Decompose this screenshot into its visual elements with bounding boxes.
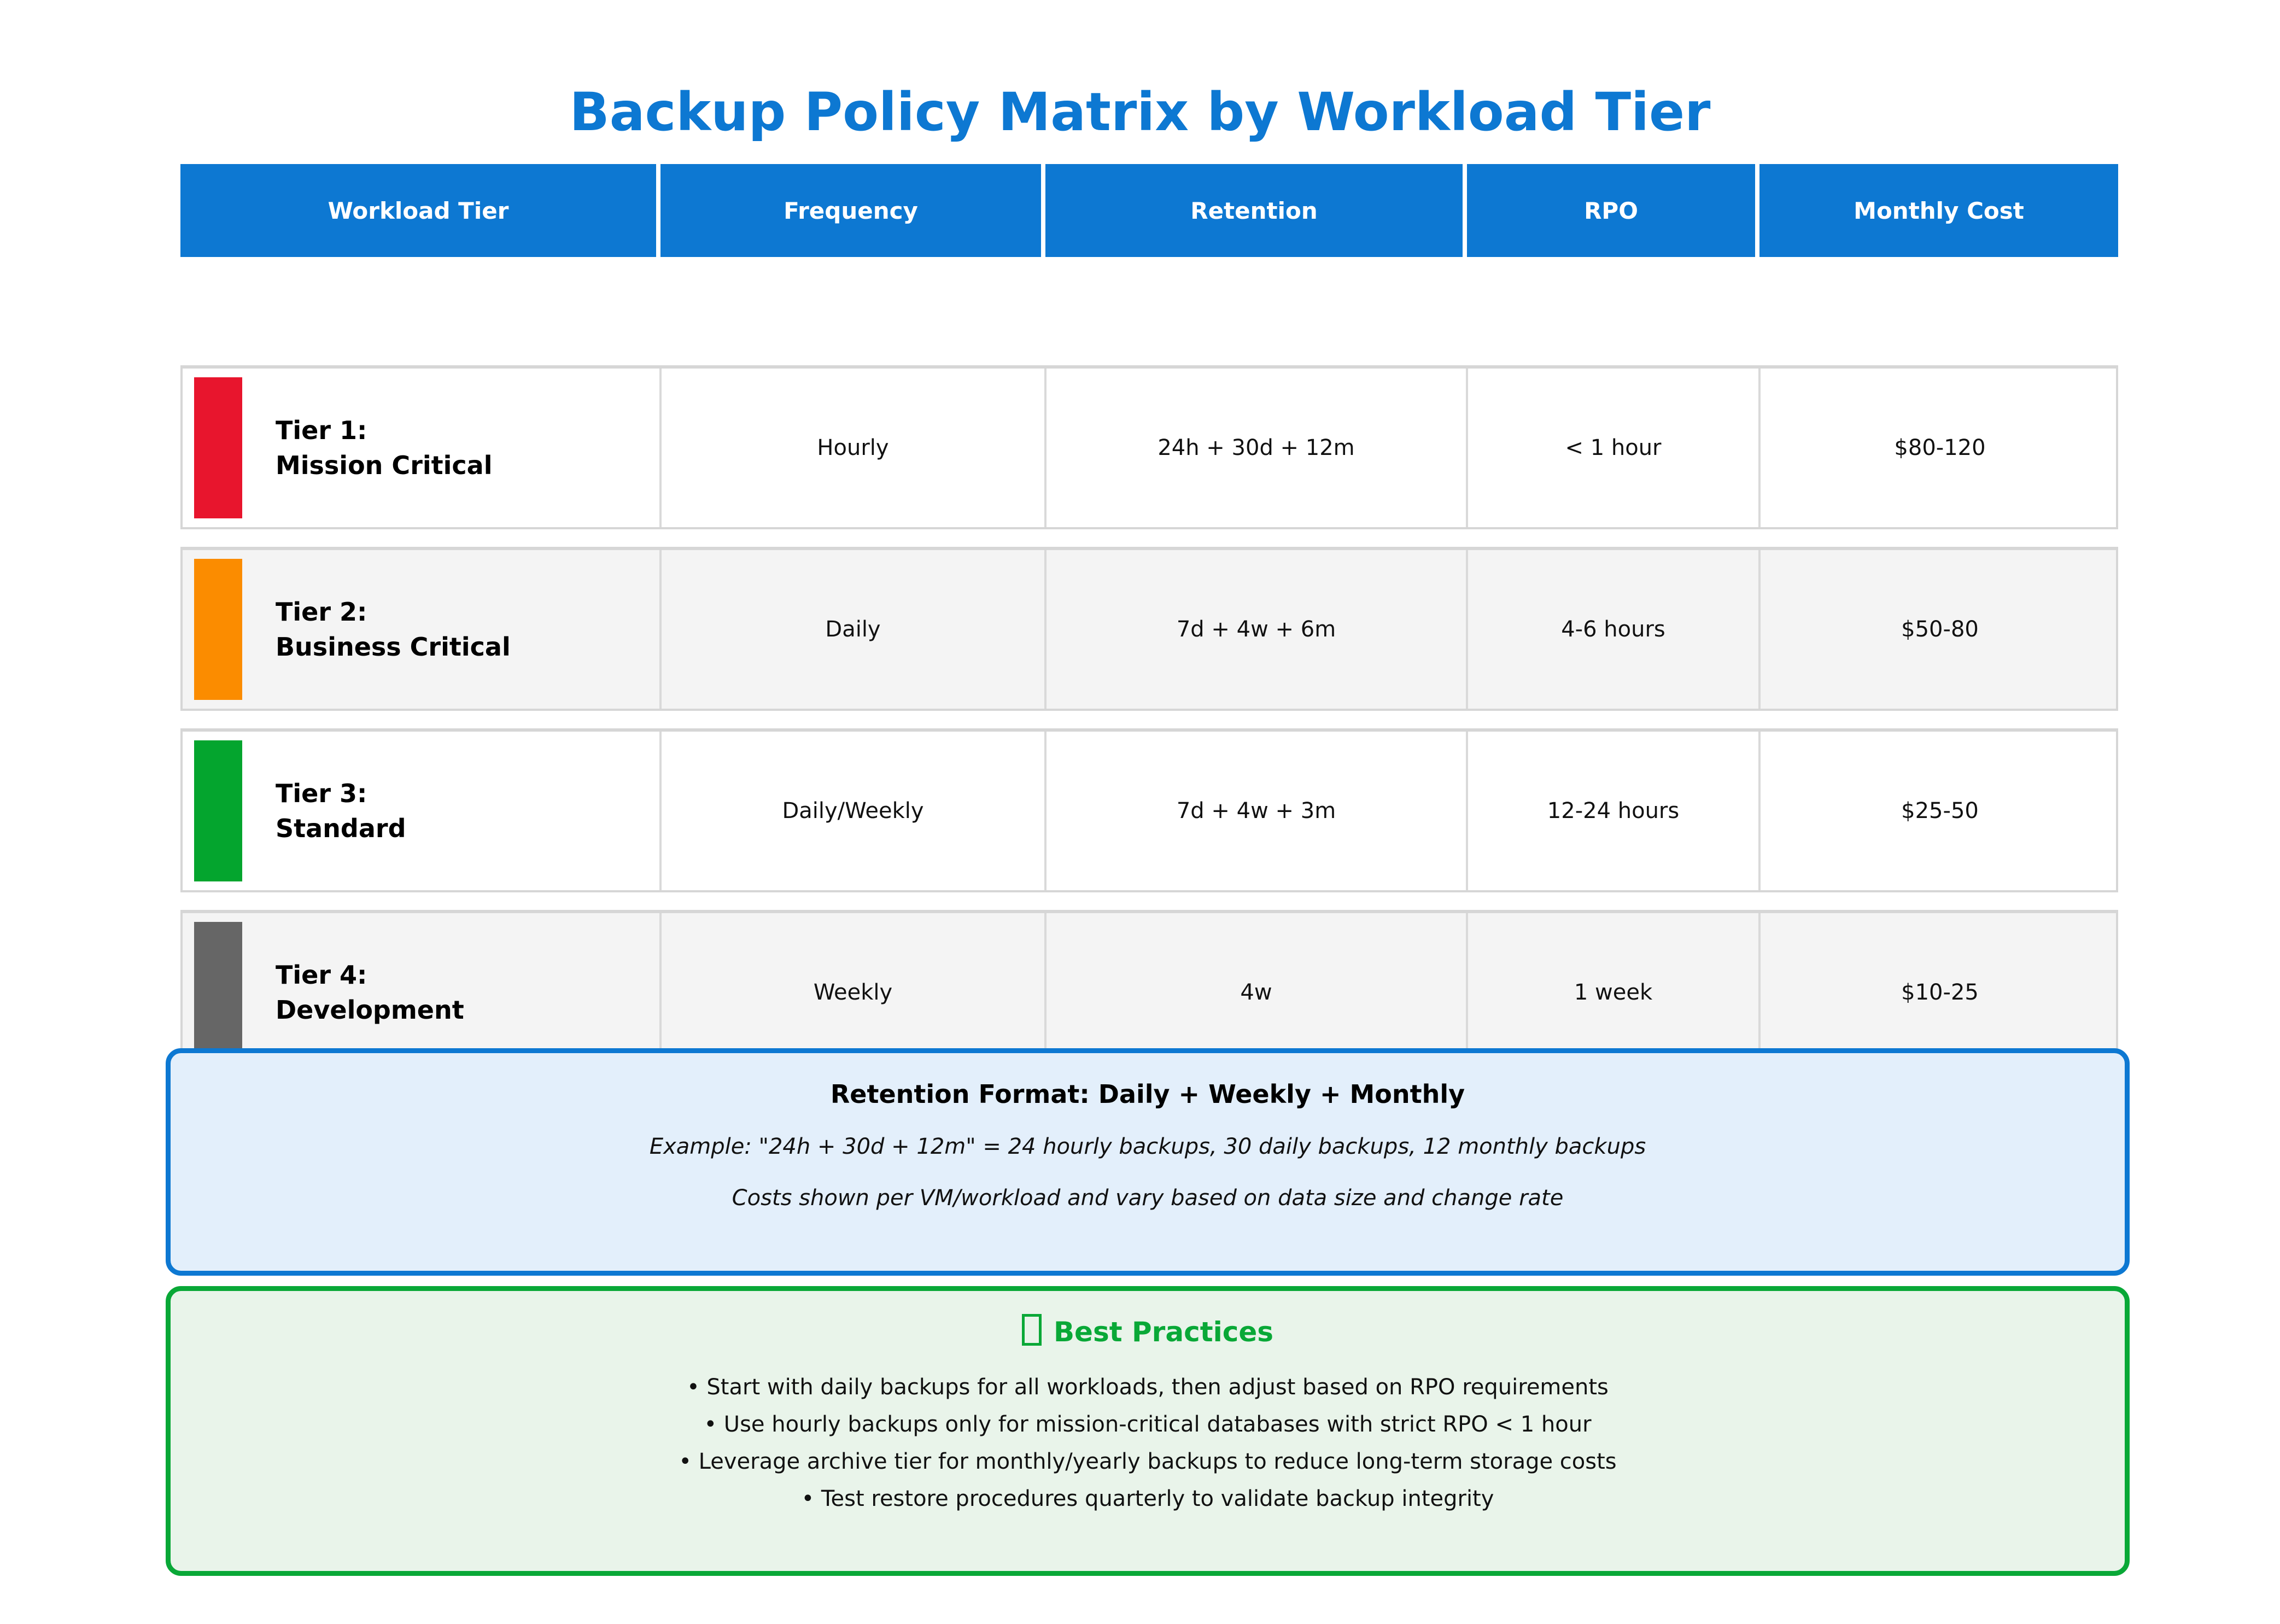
tier3-name: Standard [276,814,406,843]
tier3-retention: 7d + 4w + 3m [1176,798,1336,823]
column-divider [1758,369,1761,527]
column-divider [1758,550,1761,709]
retention-format-example: Example: "24h + 30d + 12m" = 24 hourly backups, 30 daily backups, 12 monthly backups [649,1134,1646,1159]
tier4-label [276,957,464,1027]
retention-format-note-box [166,1048,2130,1276]
tier4-rpo: 1 week [1574,980,1653,1005]
tier3-frequency: Daily/Weekly [782,798,924,823]
best-practices-title-text: Best Practices [1053,1316,1274,1348]
tier3-label [276,776,406,846]
shield-emoji-placeholder-icon [1022,1314,1042,1346]
best-practice-item-4: • Test restore procedures quarterly to validate backup integrity [801,1486,1494,1511]
table-row-tier1 [180,365,2118,529]
tier2-name: Business Critical [276,632,511,662]
column-divider [659,732,662,890]
best-practice-item-1: • Start with daily backups for all workloads, then adjust based on RPO requirements [687,1375,1609,1400]
tier2-label [276,594,511,664]
header-retention: Retention [1045,164,1463,257]
table-header-row [180,164,2118,257]
retention-format-title: Retention Format: Daily + Weekly + Monthly [830,1079,1465,1109]
column-divider [1758,732,1761,890]
tier2-number: Tier 2: [276,597,367,627]
column-divider [659,550,662,709]
tier2-retention: 7d + 4w + 6m [1176,617,1336,642]
column-divider [1044,369,1047,527]
column-divider [1044,732,1047,890]
tier1-name: Mission Critical [276,451,493,480]
best-practices-box [166,1286,2130,1576]
tier1-number: Tier 1: [276,416,367,445]
tier3-number: Tier 3: [276,779,367,808]
column-divider [1466,369,1468,527]
tier4-name: Development [276,995,464,1025]
page-title: Backup Policy Matrix by Workload Tier [569,81,1711,143]
column-divider [659,369,662,527]
column-divider [1466,732,1468,890]
tier3-cost: $25-50 [1901,798,1979,823]
tier4-retention: 4w [1240,980,1272,1005]
column-divider [1044,550,1047,709]
tier4-number: Tier 4: [276,960,367,990]
tier2-cost: $50-80 [1901,617,1979,642]
tier2-frequency: Daily [825,617,881,642]
tier1-color-bar [194,377,242,518]
table-row-tier3 [180,728,2118,892]
retention-cost-note: Costs shown per VM/workload and vary based on data size and change rate [732,1185,1564,1211]
tier1-rpo: < 1 hour [1565,435,1662,460]
tier1-retention: 24h + 30d + 12m [1157,435,1355,460]
best-practice-item-2: • Use hourly backups only for mission-critical databases with strict RPO < 1 hour [704,1412,1592,1437]
best-practices-title [171,1314,2125,1348]
tier1-frequency: Hourly [817,435,889,460]
header-frequency: Frequency [660,164,1041,257]
tier2-rpo: 4-6 hours [1561,617,1665,642]
table-row-tier2 [180,547,2118,711]
header-workload-tier: Workload Tier [180,164,656,257]
header-rpo: RPO [1467,164,1755,257]
column-divider [1466,550,1468,709]
tier1-cost: $80-120 [1894,435,1986,460]
tier4-color-bar [194,922,242,1063]
tier2-color-bar [194,559,242,700]
tier1-label [276,413,492,483]
tier3-color-bar [194,740,242,881]
best-practice-item-3: • Leverage archive tier for monthly/yearly backups to reduce long-term storage costs [679,1449,1617,1474]
tier3-rpo: 12-24 hours [1547,798,1680,823]
tier4-frequency: Weekly [813,980,893,1005]
tier4-cost: $10-25 [1901,980,1979,1005]
header-monthly-cost: Monthly Cost [1759,164,2118,257]
